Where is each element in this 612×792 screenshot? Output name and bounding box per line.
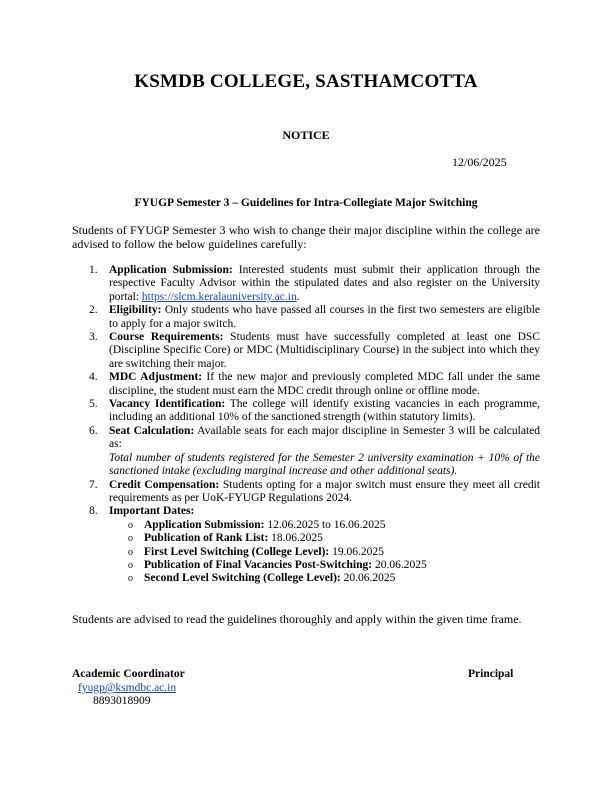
guideline-item-eligibility (72, 304, 540, 331)
date-item (109, 546, 540, 559)
guideline-item-credit (72, 479, 540, 506)
item-number: 4. (89, 371, 98, 384)
coordinator-phone: 8893018909 (93, 695, 151, 707)
coordinator-email-link[interactable]: fyugp@ksmdbc.ac.in (78, 682, 177, 694)
date-label: Application Submission: (144, 518, 265, 531)
item-number: 3. (89, 331, 98, 344)
guideline-item-important-dates (72, 505, 540, 585)
item-label: Application Submission: (109, 264, 233, 276)
bullet-icon: o (128, 559, 133, 571)
guidelines-list (72, 264, 540, 586)
item-label: Seat Calculation: (109, 424, 195, 437)
portal-link[interactable]: https://slcm.keralauniversity.ac.in (141, 290, 297, 303)
college-name: KSMDB COLLEGE, SASTHAMCOTTA (134, 71, 478, 92)
item-text: Available seats for each major discipline in Semester 3 will be calculated as: (109, 424, 541, 451)
date-item (109, 532, 540, 545)
item-text-end: . (296, 290, 300, 303)
item-label: Eligibility: (109, 304, 162, 317)
guideline-item-vacancy (72, 398, 540, 425)
item-number: 2. (89, 304, 98, 317)
item-number: 6. (89, 424, 98, 437)
date-label: First Level Switching (College Level): (144, 545, 330, 558)
date-label: Publication of Final Vacancies Post-Switching: (144, 558, 373, 571)
guideline-item-seat-calculation (72, 425, 540, 479)
bullet-icon: o (128, 573, 133, 585)
item-text: The college will identify existing vacancies in each programme, including an additional 10% of the sanctioned strength (within statutory limits). (109, 398, 540, 424)
date-value: 19.06.2025 (329, 545, 384, 558)
item-text: Only students who have passed all courses in the first two semesters are eligible to apply for a major switch. (109, 304, 540, 330)
item-label: Important Dates: (109, 505, 195, 518)
notice-date: 12/06/2025 (452, 155, 507, 169)
item-number: 8. (89, 505, 98, 518)
date-value: 20.06.2025 (340, 572, 396, 585)
date-value: 12.06.2025 to 16.06.2025 (264, 518, 386, 531)
bullet-icon: o (128, 546, 133, 558)
important-dates-list (109, 519, 540, 586)
item-number: 5. (89, 398, 98, 411)
notice-subject: FYUGP Semester 3 – Guidelines for Intra-Collegiate Major Switching (134, 197, 478, 209)
date-value: 18.06.2025 (268, 532, 323, 545)
coordinator-title: Academic Coordinator (72, 668, 185, 680)
item-label: MDC Adjustment: (109, 371, 203, 384)
date-item (109, 559, 540, 572)
guideline-item-course-requirements (72, 331, 540, 371)
item-number: 1. (89, 264, 98, 276)
date-item (109, 519, 540, 532)
guideline-item-application (72, 264, 540, 304)
seat-formula: Total number of students registered for the Semester 2 university examination + 10% of the sanctioned intake (excluding marginal increase and other additional seats). (109, 451, 540, 478)
item-text: Students must have successfully completed at least one DSC (Discipline Specific Core) or MDC (Multidisciplinary Course) in the subject into which they are switching their major. (109, 331, 540, 370)
closing-paragraph: Students are advised to read the guidelines thoroughly and apply within the given time frame. (72, 612, 522, 626)
item-text: If the new major and previously completed MDC fall under the same discipline, the student must earn the MDC credit through online or offline mode. (109, 371, 540, 397)
item-label: Course Requirements: (109, 331, 224, 344)
bullet-icon: o (128, 533, 133, 545)
bullet-icon: o (128, 519, 133, 531)
guideline-item-mdc-adjustment (72, 371, 540, 398)
date-label: Publication of Rank List: (144, 532, 269, 545)
notice-heading: NOTICE (282, 128, 330, 142)
item-number: 7. (89, 478, 98, 491)
date-label: Second Level Switching (College Level): (144, 572, 341, 585)
item-text: Interested students must submit their application through the respective Faculty Advisor within the stipulated dates and also register on the University portal: (109, 264, 540, 303)
item-label: Vacancy Identification: (109, 398, 226, 411)
item-text: Students opting for a major switch must ensure they meet all credit requirements as per UoK-FYUGP Regulations 2024. (109, 478, 540, 504)
intro-paragraph: Students of FYUGP Semester 3 who wish to change their major discipline within the college are advised to follow the below guidelines carefully: (72, 223, 540, 251)
principal-title: Principal (468, 668, 514, 680)
date-item (109, 572, 540, 585)
date-value: 20.06.2025 (372, 558, 427, 571)
item-label: Credit Compensation: (109, 478, 220, 491)
